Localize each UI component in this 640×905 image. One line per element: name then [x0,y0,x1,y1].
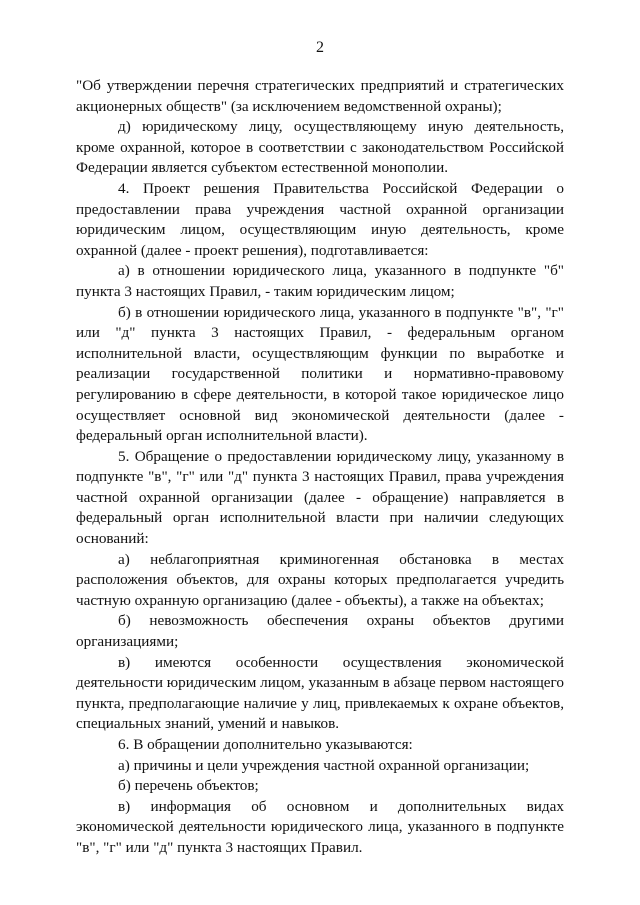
paragraph-item-4b: б) в отношении юридического лица, указанного в подпункте "в", "г" или "д" пункта 3 настоящих Правил, - федеральным органом исполнительной власти, осуществляющим функции по выработке и реализации государственной политики и нормативно-правовому регулированию в сфере деятельности, в которой такое юридическое лицо осуществляет основной вид экономической деятельности (далее - федеральный орган исполнительной власти). [76,303,564,445]
paragraph-item-6a: а) причины и цели учреждения частной охранной организации; [118,756,530,774]
paragraph-item-6: 6. В обращении дополнительно указываются: [118,736,413,753]
paragraph-item-4a: а) в отношении юридического лица, указанного в подпункте "б" пункта 3 настоящих Правил, - таким юридическим лицом; [76,262,564,300]
paragraph-item-4: 4. Проект решения Правительства Российской Федерации о предоставлении права учреждения частной охранной организации юридическим лицом, осуществляющим иную деятельность, кроме охранной (далее - проект решения), подготавливается: [76,179,564,259]
paragraph-item-6b: б) перечень объектов; [118,777,259,795]
document-body [76,76,564,859]
paragraph-item-5c: в) имеются особенности осуществления экономической деятельности юридическим лицом, указанным в абзаце первом настоящего пункта, предполагающие наличие у лиц, привлекаемых к охране объектов, специальных знаний, умений и навыков. [76,653,564,733]
paragraph-item-5a: а) неблагоприятная криминогенная обстановка в местах расположения объектов, для охраны которых предполагается учредить частную охранную организацию (далее - объекты), а также на объектах; [76,550,564,609]
paragraph-item-5: 5. Обращение о предоставлении юридическому лицу, указанному в подпункте "в", "г" или "д" пункта 3 настоящих Правил, права учреждения частной охранной организации (далее - обращение) направляется в федеральный орган исполнительной власти при наличии следующих оснований: [76,447,564,548]
paragraph-item-6c: в) информация об основном и дополнительных видах экономической деятельности юридического лица, указанного в подпункте "в", "г" или "д" пункта 3 настоящих Правил. [76,797,564,856]
page-number: 2 [316,39,324,56]
paragraph-continuation: "Об утверждении перечня стратегических предприятий и стратегических акционерных обществ" (за исключением ведомственной охраны); [76,77,564,115]
paragraph-subitem-d: д) юридическому лицу, осуществляющему иную деятельность, кроме охранной, которое в соответствии с законодательством Российской Федерации является субъектом естественной монополии. [76,118,564,177]
paragraph-item-5b: б) невозможность обеспечения охраны объектов другими организациями; [76,612,564,651]
